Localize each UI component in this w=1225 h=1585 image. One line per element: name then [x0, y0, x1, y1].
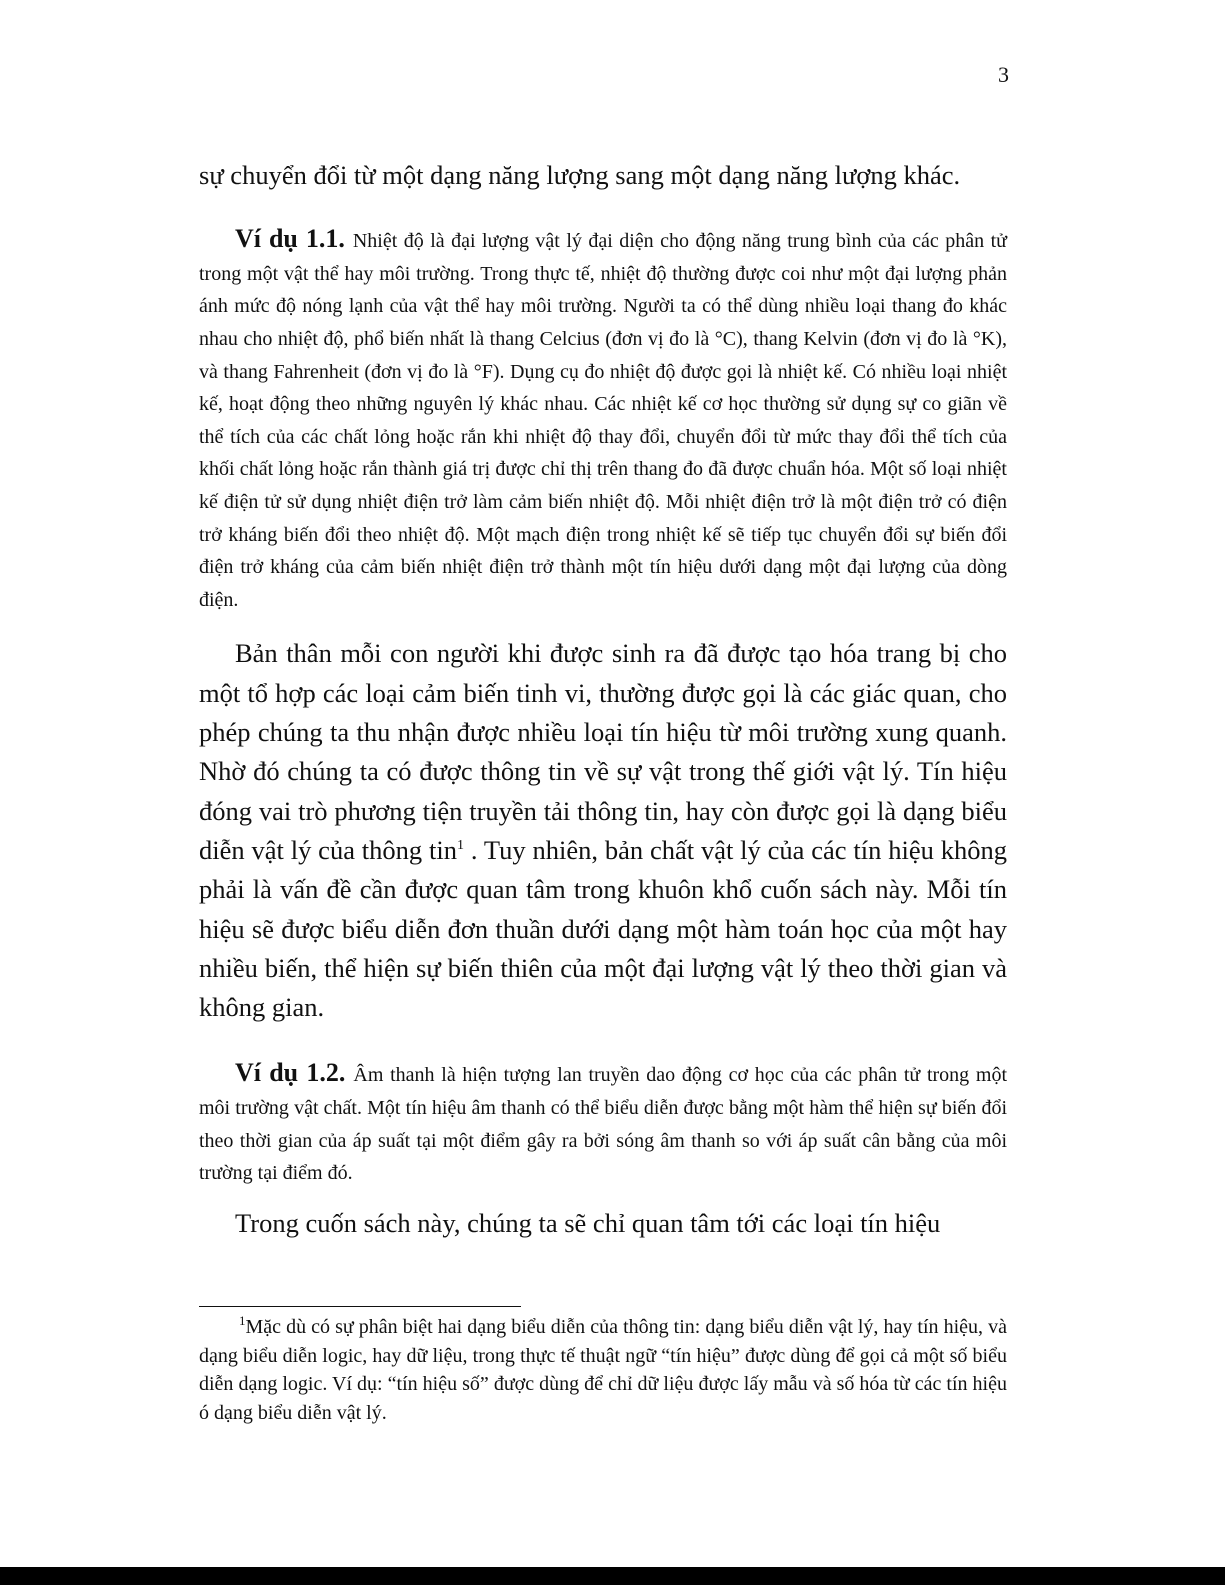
footnote: [199, 1313, 1007, 1427]
example-1-1: [199, 223, 1007, 616]
footnote-divider: [199, 1306, 521, 1307]
footnote-text: Mặc dù có sự phân biệt hai dạng biểu diễn của thông tin: dạng biểu diễn vật lý, hay tín hiệu, và dạng biểu diễn logic, hay dữ liệu, trong thực tế thuật ngữ “tín hiệu” được dùng để gọi cả một số biểu diễn dạng logic. Ví dụ: “tín hiệu số” được dùng để chỉ dữ liệu được lấy mẫu và số hóa từ các tín hiệu ó dạng biểu diễn vật lý.: [199, 1316, 1007, 1424]
paragraph-intro: sự chuyển đổi từ một dạng năng lượng sang một dạng năng lượng khác.: [199, 160, 961, 190]
paragraph-continuation: Trong cuốn sách này, chúng ta sẽ chỉ quan tâm tới các loại tín hiệu: [235, 1207, 941, 1238]
example-1-2-label: Ví dụ 1.2.: [235, 1058, 346, 1088]
paragraph-senses: [199, 634, 1007, 1027]
example-1-2: [199, 1057, 1007, 1189]
example-1-1-text: Nhiệt độ là đại lượng vật lý đại diện cho động năng trung bình của các phân tử trong một vật thể hay môi trường. Trong thực tế, nhiệt độ thường được coi như một đại lượng phản ánh mức độ nóng lạnh của vật thể hay môi trường. Người ta có thể dùng nhiều loại thang đo khác nhau cho nhiệt độ, phổ biến nhất là thang Celcius (đơn vị đo là °C), thang Kelvin (đơn vị đo là °K), và thang Fahrenheit (đơn vị đo là °F). Dụng cụ đo nhiệt độ được gọi là nhiệt kế. Có nhiều loại nhiệt kế, hoạt động theo những nguyên lý khác nhau. Các nhiệt kế cơ học thường sử dụng sự co giãn về thể tích của các chất lỏng hoặc rắn khi nhiệt độ thay đổi, chuyển đổi từ mức thay đổi thể tích của khối chất lỏng hoặc rắn thành giá trị được chỉ thị trên thang đo đã được chuẩn hóa. Một số loại nhiệt kế điện tử sử dụng nhiệt điện trở làm cảm biến nhiệt độ. Mỗi nhiệt điện trở là một điện trở có điện trở kháng biến đổi theo nhiệt độ. Một mạch điện trong nhiệt kế sẽ tiếp tục chuyển đổi sự biến đổi điện trở kháng của cảm biến nhiệt điện trở thành một tín hiệu dưới dạng một đại lượng của dòng điện.: [199, 230, 1007, 611]
page-number: 3: [998, 62, 1009, 87]
example-1-2-text: Âm thanh là hiện tượng lan truyền dao động cơ học của các phân tử trong một môi trường vật chất. Một tín hiệu âm thanh có thể biểu diễn được bằng một hàm thể hiện sự biến đổi theo thời gian của áp suất tại một điểm gây ra bởi sóng âm thanh so với áp suất cân bằng của môi trường tại điểm đó.: [199, 1064, 1007, 1185]
page-content: [199, 156, 1007, 1243]
footnote-mark: 1: [239, 1313, 246, 1328]
paragraph-senses-part-2: . Tuy nhiên, bản chất vật lý của các tín hiệu không phải là vấn đề cần được quan tâm trong khuôn khổ cuốn sách này. Mỗi tín hiệu sẽ được biểu diễn đơn thuần dưới dạng một hàm toán học của một hay nhiều biến, thể hiện sự biến thiên của một đại lượng vật lý theo thời gian và không gian.: [199, 834, 1007, 1023]
bottom-edge-bar: [0, 1567, 1225, 1585]
footnote-reference: 1: [457, 837, 465, 853]
paragraph-senses-part-1: Bản thân mỗi con người khi được sinh ra đã được tạo hóa trang bị cho một tổ hợp các loại cảm biến tinh vi, thường được gọi là các giác quan, cho phép chúng ta thu nhận được nhiều loại tín hiệu từ môi trường xung quanh. Nhờ đó chúng ta có được thông tin về sự vật trong thế giới vật lý. Tín hiệu đóng vai trò phương tiện truyền tải thông tin, hay còn được gọi là dạng biểu diễn vật lý của thông tin: [199, 638, 1007, 865]
example-1-1-label: Ví dụ 1.1.: [235, 224, 345, 254]
